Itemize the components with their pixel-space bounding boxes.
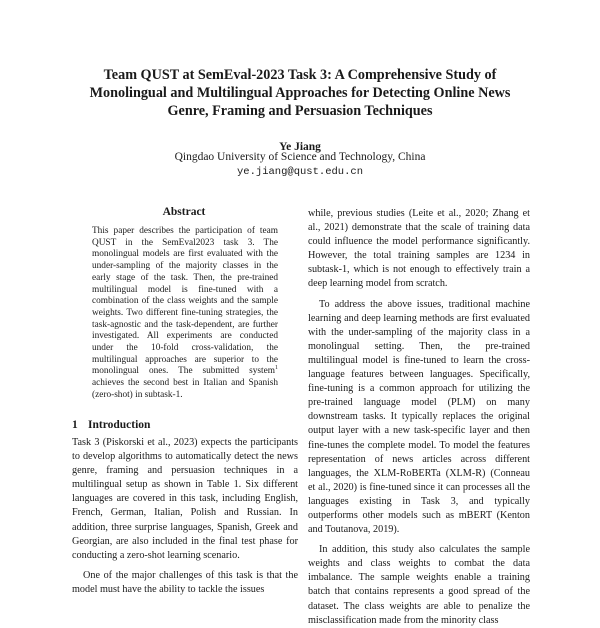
footnote-mark[interactable]: 1 [275, 365, 278, 372]
title-line: Team QUST at SemEval-2023 Task 3: A Comprehensive Study of [103, 67, 497, 83]
title-line: Genre, Framing and Persuasion Techniques [167, 103, 433, 119]
abstract-text-part: achieves the second best in Italian and Spanish (zero-shot) in subtask-1. [92, 378, 278, 400]
section-title: Introduction [88, 419, 151, 431]
paragraph: To address the above issues, traditional machine learning and deep learning methods are first evaluated with the under-sampling of the majority class in a monolingual setting. Then, the pre-trained multilingual model is fine-tuned to learn the cross-language features between languages. Specifically, fine-tuning is a common approach for utilizing the pre-trained language model (PLM) on many downstream tasks. It typically replaces the original output layer with a new task-specific layer and then fine-tunes the complete model. To model the features representation of news articles across different languages, the XLM-RoBERTa (XLM-R) (Conneau et al., 2020) is fine-tuned since it can processes all the languages existing in Task 3, and typically outperforms other models such as mBERT (Kenton and Toutanova, 2019). [308, 298, 530, 536]
right-column-body [308, 207, 530, 628]
abstract-text [92, 226, 278, 402]
author-email[interactable]: ye.jiang@qust.edu.cn [236, 166, 364, 178]
left-column-body [72, 436, 298, 597]
paragraph: Task 3 (Piskorski et al., 2023) expects the participants to develop algorithms to automatically detect the news genre, framing and persuasion techniques in a multilingual setup as shown in Table 1. Six different languages are covered in this task, including English, French, German, Italian, Polish and Russian. In addition, three surprise languages, Spanish, Greek and Georgian, are also included in the final test phase for conducting a zero-shot learning scenario. [72, 437, 298, 561]
paragraph: while, previous studies (Leite et al., 2020; Zhang et al., 2021) demonstrate that the scale of training data could influence the model performance significantly. However, the total training samples are 1234 in subtask-1, which is not enough to effectively train a deep learning model from scratch. [308, 208, 530, 290]
abstract-text-part: This paper describes the participation of team QUST in the SemEval2023 task 3. The monolingual models are first evaluated with the under-sampling of the majority classes in the early stage of the task. Then, the pre-trained multilingual model is fine-tuned with a combination of the class weights and the sample weights. Two different fine-tuning strategies, the task-agnostic and the task-dependent, are further investigated. All experiments are conducted under the 10-fold cross-validation, the multilingual approaches are superior to the monolingual ones. The submitted system [92, 226, 278, 377]
author-name: Ye Jiang [279, 141, 321, 153]
section-heading-introduction [72, 418, 302, 432]
paper-title [40, 66, 560, 120]
paragraph: In addition, this study also calculates the sample weights and class weights to combat the data imbalance. The sample weights enable a training batch that contains represents a good spread of the dataset. The class weights are able to penalize the misclassification made from the minority class [308, 544, 530, 626]
author-affiliation: Qingdao University of Science and Technology, China [174, 151, 426, 163]
abstract-heading: Abstract [162, 206, 206, 218]
section-number: 1 [72, 419, 78, 431]
title-line: Monolingual and Multilingual Approaches for Detecting Online News [89, 85, 511, 101]
paragraph: One of the major challenges of this task is that the model must have the ability to tackle the issues [72, 569, 298, 595]
